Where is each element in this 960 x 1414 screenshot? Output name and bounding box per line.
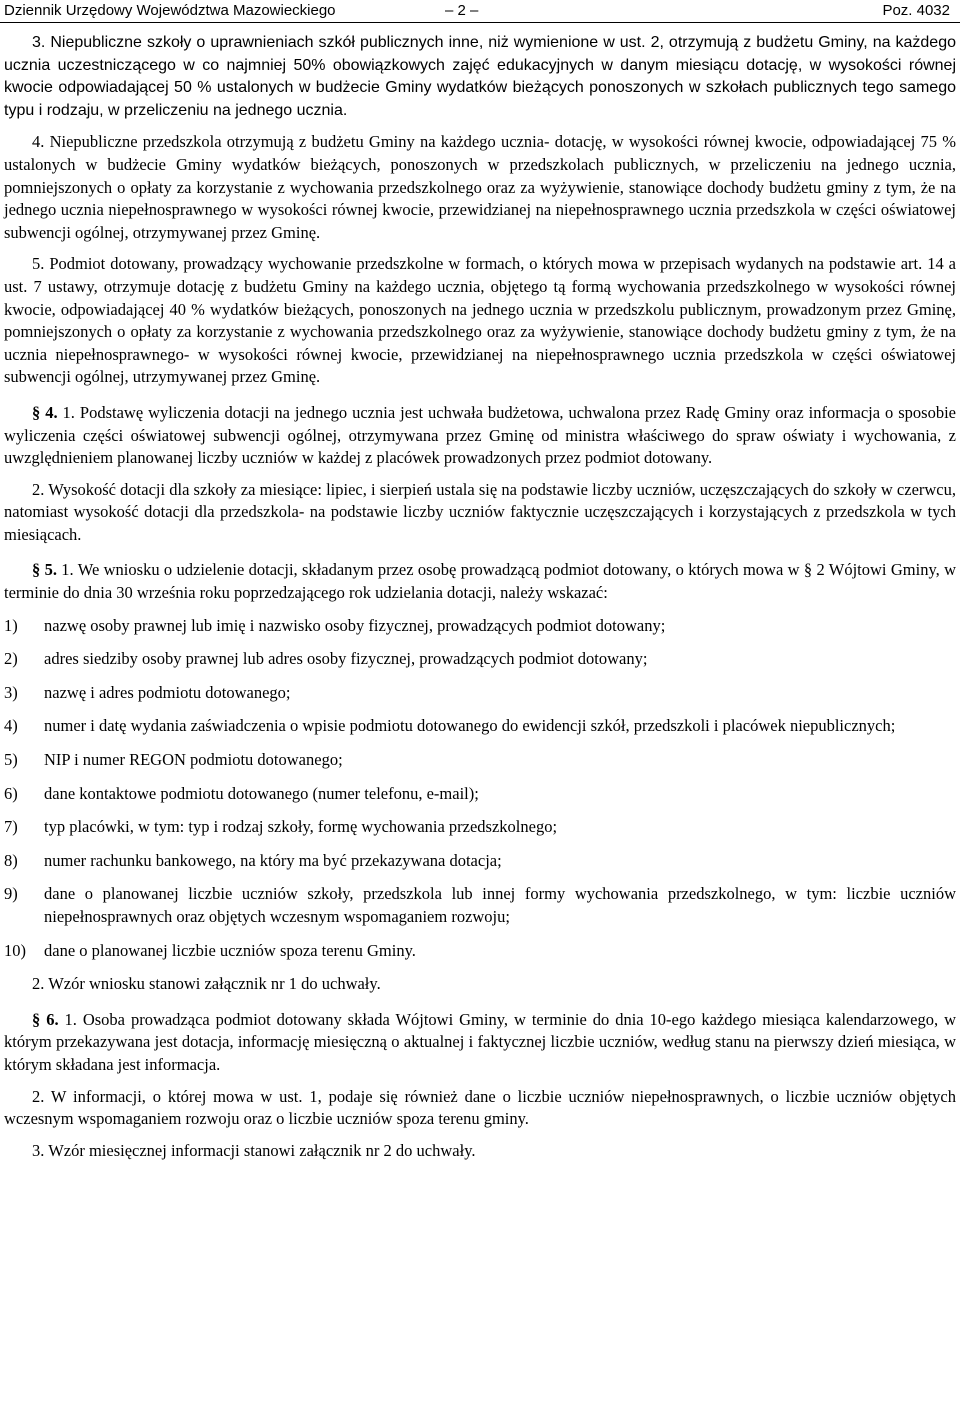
list-item-text: dane kontaktowe podmiotu dotowanego (numer telefonu, e-mail); — [44, 783, 479, 803]
section-6-paragraph-2: 2. W informacji, o której mowa w ust. 1, podaje się również dane o liczbie uczniów niepełnosprawnych, o liczbie uczniów objętych wczesnym wspomaganiem rozwoju oraz o liczbie uczniów spoza terenu gminy. — [4, 1086, 956, 1129]
list-item-text: nazwę osoby prawnej lub imię i nazwisko osoby fizycznej, prowadzących podmiot dotowany; — [44, 615, 666, 635]
section-6-paragraph-3: 3. Wzór miesięcznej informacji stanowi załącznik nr 2 do uchwały. — [32, 1140, 476, 1160]
paragraph-3: 3. Niepubliczne szkoły o uprawnieniach szkół publicznych inne, niż wymienione w ust. 2, otrzymują z budżetu Gminy, na każdego ucznia uczestniczącego w co najmniej 50% obowiązkowych zajęć edukacyjnych w danym miesiącu dotację, w wysokości równej kwocie odpowiadającej 50 % ustalonych w budżecie Gminy wydatków bieżących ponoszonych w szkołach publicznych tego samego typu i rodzaju, w przeliczeniu na jednego ucznia. — [4, 34, 956, 119]
list-item-text: dane o planowanej liczbie uczniów spoza terenu Gminy. — [44, 940, 416, 960]
list-item-number: 2) — [4, 649, 18, 669]
list-item — [4, 615, 956, 638]
section-4-label: § 4. — [32, 402, 58, 422]
paragraph-5: 5. Podmiot dotowany, prowadzący wychowanie przedszkolne w formach, o których mowa w przepisach wydanych na podstawie art. 14 a ust. 7 ustawy, otrzymuje dotację z budżetu Gminy na każdego ucznia, objętego tą formą wychowania przedszkolnego w wysokości równej kwocie, odpowiadającej 40 % wydatków bieżących, ponoszonych na jednego ucznia w przedszkolu publicznym, prowadzonym przez Gminę, pomniejszonych o opłaty za korzystanie z wychowania przedszkolnego oraz za wyżywienie, stanowiące dochody budżetu gminy z tym, że na ucznia niepełnosprawnego- w wysokości równej kwocie, przewidzianej na niepełnosprawnego ucznia przedszkola w części oświatowej subwencji ogólnej, utrzymywanej przez Gminę. — [4, 254, 956, 387]
page-header — [0, 0, 960, 23]
list-item-text: dane o planowanej liczbie uczniów szkoły, przedszkola lub innej formy wychowania przedszkolnego, w tym: liczbie uczniów niepełnosprawnych oraz objętych wczesnym wspomaganiem rozwoju; — [44, 884, 956, 926]
list-item-text: numer rachunku bankowego, na który ma być przekazywana dotacja; — [44, 850, 502, 870]
section-5-paragraph-1 — [4, 559, 956, 604]
section-6-label: § 6. — [32, 1009, 59, 1029]
section-4-paragraph-2: 2. Wysokość dotacji dla szkoły za miesiące: lipiec, i sierpień ustala się na podstawie liczby uczniów, uczęszczających do szkoły w czerwcu, natomiast wysokość dotacji dla przedszkola- na podstawie liczby uczniów faktycznie uczęszczających i korzystających z przedszkola w tych miesiącach. — [4, 479, 956, 544]
list-item-number: 10) — [4, 940, 26, 960]
list-item-text: typ placówki, w tym: typ i rodzaj szkoły, formę wychowania przedszkolnego; — [44, 817, 558, 837]
section-6-text-1: 1. Osoba prowadząca podmiot dotowany składa Wójtowi Gminy, w terminie do dnia 10-ego każdego miesiąca kalendarzowego, w którym przekazywana jest dotacja, informację miesięczną o aktualnej i faktycznej liczbie uczniów, według stanu na pierwszy dzień miesiąca, w którym składana jest informacja. — [4, 1009, 956, 1074]
list-item — [4, 850, 956, 873]
application-requirements-list — [4, 615, 956, 963]
list-item — [4, 783, 956, 806]
list-item-text: numer i datę wydania zaświadczenia o wpisie podmiotu dotowanego do ewidencji szkół, przedszkoli i placówek niepublicznych; — [44, 716, 896, 736]
list-item — [4, 648, 956, 671]
section-5-paragraph-2: 2. Wzór wniosku stanowi załącznik nr 1 do uchwały. — [32, 974, 381, 994]
section-5-text-1: 1. We wniosku o udzielenie dotacji, składanym przez osobę prowadzącą podmiot dotowany, o których mowa w § 2 Wójtowi Gminy, w terminie do dnia 30 września roku poprzedzającego rok udzielania dotacji, należy wskazać: — [4, 560, 957, 603]
list-item — [4, 749, 956, 772]
list-item-number: 5) — [4, 750, 18, 770]
section-4-text-1: 1. Podstawę wyliczenia dotacji na jednego ucznia jest uchwała budżetowa, uchwalona przez Radę Gminy oraz informacja o sposobie wyliczenia części oświatowej subwencji ogólnej, otrzymywana przez Gminę od ministra właściwego do spraw oświaty i wychowania, z uwzględnieniem planowanej liczby uczniów w każdej z placówek prowadzonych przez podmiot dotowany. — [4, 402, 956, 468]
list-item-text: nazwę i adres podmiotu dotowanego; — [44, 682, 291, 702]
journal-title: Dziennik Urzędowy Województwa Mazowieckiego — [4, 2, 336, 19]
list-item-text: NIP i numer REGON podmiotu dotowanego; — [44, 750, 343, 770]
list-item — [4, 940, 956, 963]
position-number: Poz. 4032 — [882, 2, 950, 19]
list-item-number: 7) — [4, 817, 18, 837]
list-item — [4, 715, 956, 738]
list-item-number: 4) — [4, 716, 18, 736]
section-4-paragraph-1 — [4, 402, 956, 470]
list-item-number: 8) — [4, 850, 18, 870]
section-6-paragraph-1 — [4, 1009, 956, 1077]
page-number: – 2 – — [445, 2, 479, 19]
list-item-number: 9) — [4, 884, 18, 904]
list-item — [4, 883, 956, 928]
list-item-number: 3) — [4, 682, 18, 702]
document-body — [4, 32, 956, 1162]
paragraph-4: 4. Niepubliczne przedszkola otrzymują z budżetu Gminy na każdego ucznia- dotację, w wysokości równej kwocie, odpowiadającej 75 % ustalonych w budżecie Gminy wydatków bieżących, ponoszonych w przedszkolach publicznych, w przeliczeniu na jednego ucznia, pomniejszonych o opłaty za korzystanie z wychowania przedszkolnego oraz za wyżywienie, stanowiące dochody budżetu gminy z tym, że na jednego ucznia niepełnosprawnego w wysokości równej kwocie, przewidzianej na niepełnosprawnego ucznia przedszkola w części oświatowej subwencji ogólnej, otrzymywanej przez Gminę. — [4, 132, 956, 242]
list-item-number: 6) — [4, 783, 18, 803]
list-item — [4, 816, 956, 839]
list-item-text: adres siedziby osoby prawnej lub adres osoby fizycznej, prowadzących podmiot dotowany; — [44, 649, 648, 669]
list-item-number: 1) — [4, 615, 18, 635]
list-item — [4, 682, 956, 705]
section-5-label: § 5. — [32, 560, 57, 580]
